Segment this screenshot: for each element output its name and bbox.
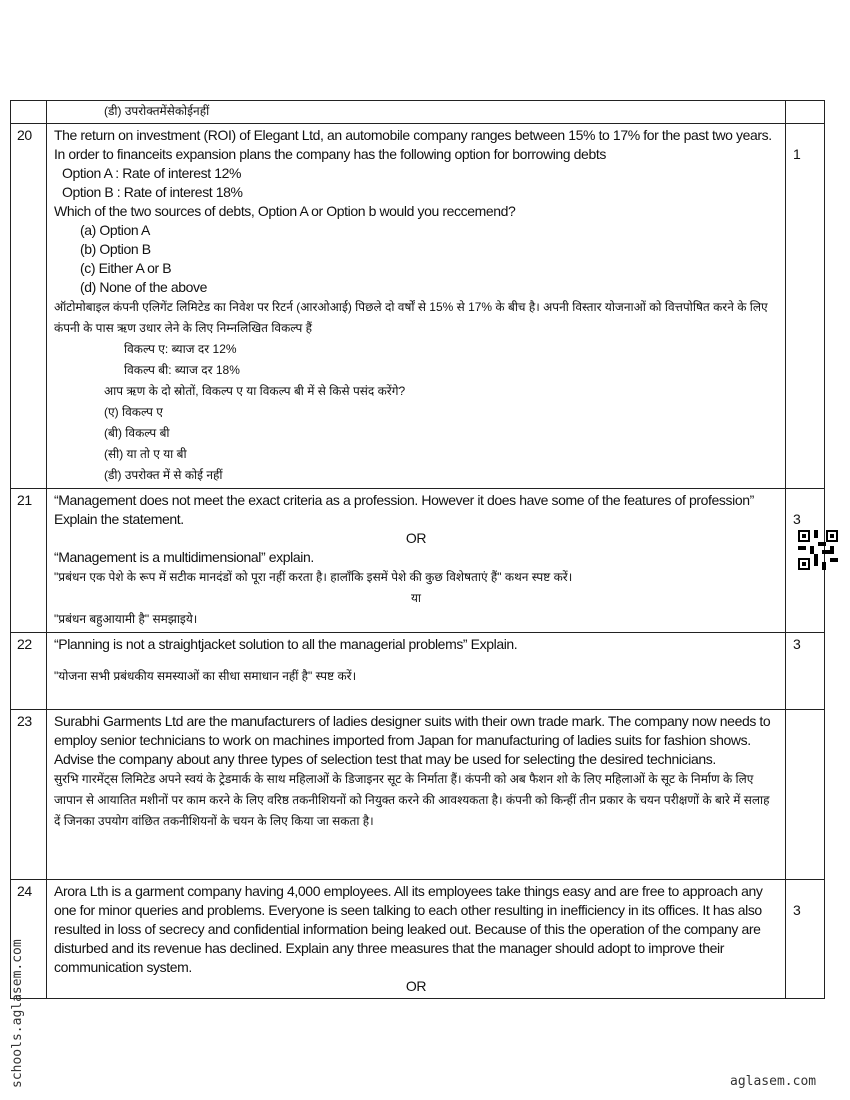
or-label: OR: [405, 978, 427, 994]
option-b-text: Option B : Rate of interest 18%: [62, 184, 243, 200]
question-23-row: [11, 710, 825, 880]
question-text: The return on investment (ROI) of Elegant Ltd, an automobile company ranges between 15% to 17% for the past two years. In order to financeits expansion plans the company has the following option for borrowing debts: [54, 127, 772, 162]
choice: (a) Option A: [80, 222, 150, 238]
marks: 1: [793, 146, 801, 162]
hindi-question-text: ऑटोमोबाइल कंपनी एलिगेंट लिमिटेड का निवेश पर रिटर्न (आरओआई) पिछले दो वर्षों से 15% से 17% के बीच है। अपनी विस्तार योजनाओं को वित्तपोषित करने के लिए कंपनी के पास ऋण उधार लेने के लिए निम्नलिखित विकल्प हैं: [54, 300, 768, 335]
question-22-row: [11, 633, 825, 710]
question-text: Surabhi Garments Ltd are the manufacturers of ladies designer suits with their own trade mark. The company now needs to employ senior technicians to work on machines imported from Japan for manufacturing of ladies suits for fashion shows. Advise the company about any three types of selection test that may be used for selecting the desired technicians.: [54, 713, 771, 767]
choice: (c) Either A or B: [80, 260, 172, 276]
marks: 3: [793, 511, 801, 527]
footer-watermark: aglasem.com: [730, 1074, 817, 1089]
question-table: [10, 100, 825, 999]
hindi-choice: (ए) विकल्प ए: [104, 405, 163, 419]
question-number: 23: [11, 710, 47, 880]
choice: (d) None of the above: [80, 279, 208, 295]
question-text: “Planning is not a straightjacket solution to all the managerial problems” Explain.: [54, 636, 518, 652]
hindi-question-text: सुरभि गारमेंट्स लिमिटेड अपने स्वयं के ट्रेडमार्क के साथ महिलाओं के डिजाइनर सूट के निर्माता हैं। कंपनी को अब फैशन शो के लिए महिलाओं के सूट के निर्माण के लिए जापान से आयातित मशीनों पर काम करने के लिए वरिष्ठ तकनीशियनों को नियुक्त करने की आवश्यकता है। कंपनी को किन्हीं तीन प्रकार के चयन परीक्षणों के बारे में सलाह दें जिनका उपयोग वांछित तकनीशियनों के चयन के लिए किया जा सकता है।: [54, 772, 770, 828]
question-21-row: [11, 489, 825, 633]
alternate-question: “Management is a multidimensional” explain.: [54, 549, 314, 565]
hindi-question-prompt: आप ऋण के दो स्रोतों, विकल्प ए या विकल्प बी में से किसे पसंद करेंगे?: [104, 384, 406, 398]
or-label: OR: [405, 530, 427, 546]
hindi-option-a: विकल्प ए: ब्याज दर 12%: [124, 342, 237, 356]
hindi-question-text: "प्रबंधन एक पेशे के रूप में सटीक मानदंडों को पूरा नहीं करता है। हालाँकि इसमें पेशे की कुछ विशेषताएं हैं" कथन स्पष्ट करें।: [54, 570, 573, 584]
question-number: 22: [11, 633, 47, 710]
question-number: 24: [11, 880, 47, 999]
hindi-choice: (डी) उपरोक्त में से कोई नहीं: [104, 468, 223, 482]
question-prompt: Which of the two sources of debts, Option A or Option b would you reccemend?: [54, 203, 516, 219]
question-text: “Management does not meet the exact criteria as a profession. However it does have some of the features of profession” Explain the statement.: [54, 492, 754, 527]
question-20-row: [11, 124, 825, 489]
table-row: [11, 101, 825, 124]
hindi-question-text: "योजना सभी प्रबंधकीय समस्याओं का सीधा समाधान नहीं है" स्पष्ट करें।: [54, 669, 357, 683]
option-a-text: Option A : Rate of interest 12%: [62, 165, 242, 181]
qr-code-icon[interactable]: [798, 530, 838, 570]
question-24-row: [11, 880, 825, 999]
marks: 3: [786, 633, 825, 710]
hindi-choice: (बी) विकल्प बी: [104, 426, 170, 440]
hindi-or-label: या: [410, 591, 422, 605]
marks: 3: [793, 902, 801, 918]
question-text: Arora Lth is a garment company having 4,000 employees. All its employees take things easy and are free to approach any one for minor queries and problems. Everyone is seen talking to each other resulting in inefficiency in its offices. It has also resulted in loss of secrecy and confidential information being leaked out. Because of this the operation of the company are disturbed and its revenue has declined. Explain any three measures that the manager should adopt to improve their communication system.: [54, 883, 763, 975]
hindi-choice: (सी) या तो ए या बी: [104, 447, 187, 461]
hindi-option-d: (डी) उपरोक्तमेंसेकोईनहीं: [104, 104, 210, 118]
question-number: 21: [11, 489, 47, 633]
side-watermark: schools.aglasem.com: [10, 939, 25, 1088]
hindi-alternate-question: "प्रबंधन बहुआयामी है" समझाइये।: [54, 612, 198, 626]
question-number: 20: [11, 124, 47, 489]
hindi-option-b: विकल्प बी: ब्याज दर 18%: [124, 363, 240, 377]
choice: (b) Option B: [80, 241, 151, 257]
